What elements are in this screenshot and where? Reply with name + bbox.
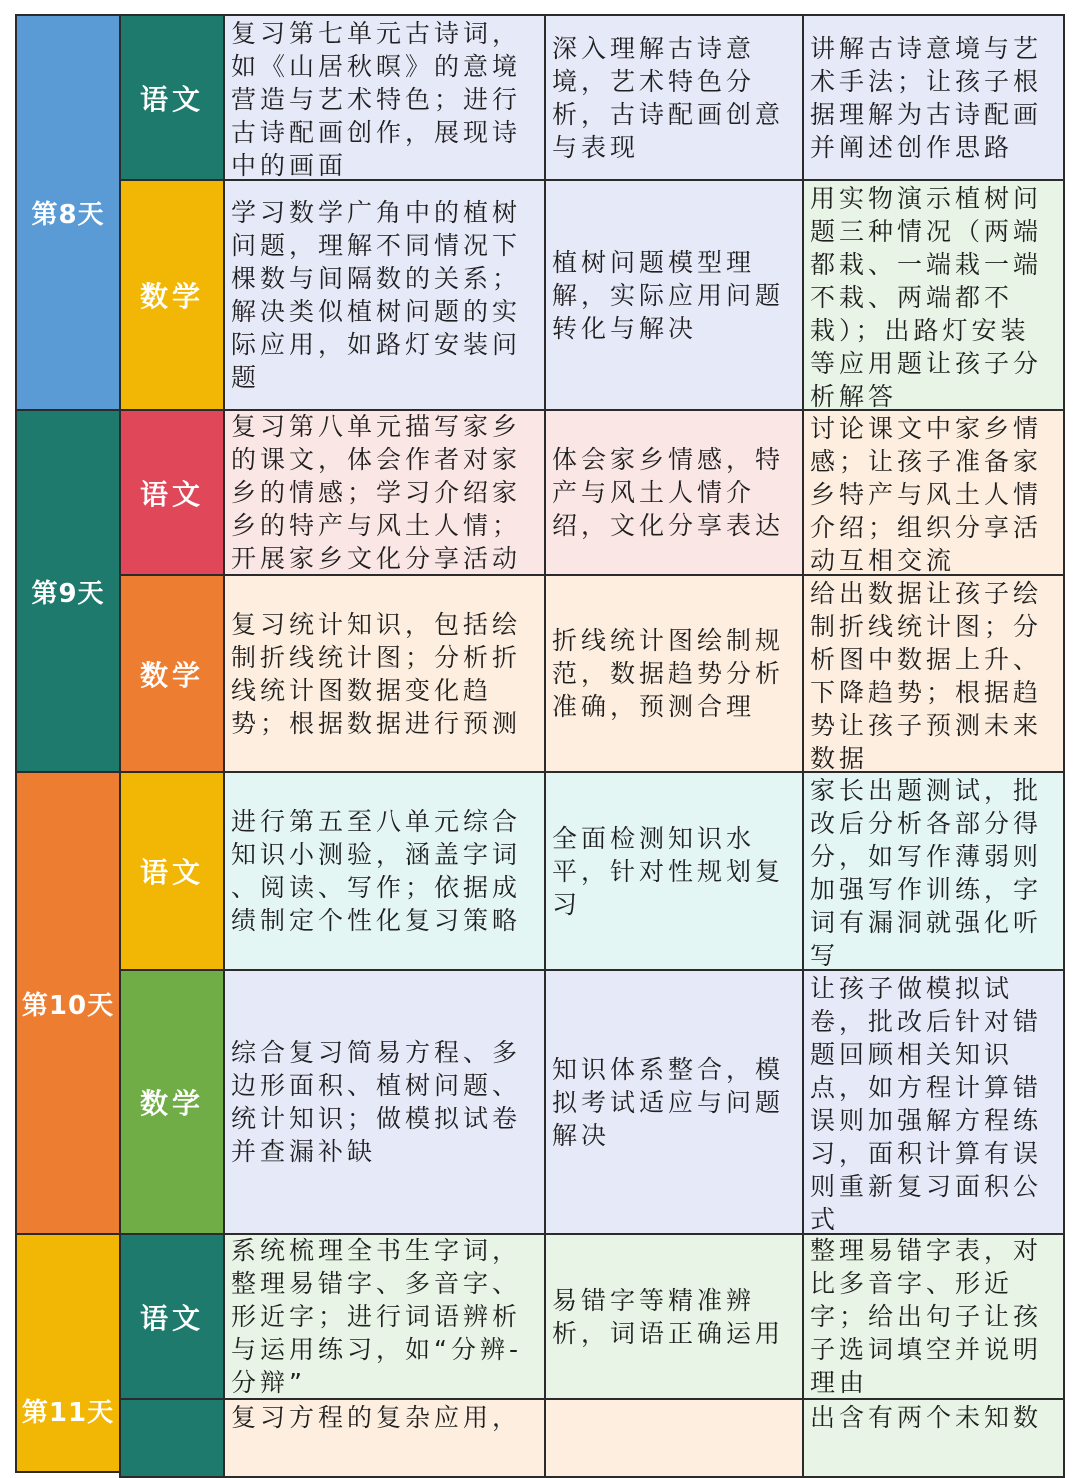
subject-cell-chinese: 语文: [119, 1233, 225, 1400]
day-cell-8: 第8天: [15, 14, 121, 411]
content-cell: 系统梳理全书生字词， 整理易错字、多音字、 形近字；进行词语辨析 与运用练习，如“分辨- 分辩”: [223, 1233, 546, 1400]
method-cell: 讲解古诗意境与艺 术手法；让孩子根 据理解为古诗配画 并阐述创作思路: [802, 14, 1065, 181]
day-cell-11: 第11天: [15, 1233, 121, 1473]
focus-cell: 易错字等精准辨 析，词语正确运用: [544, 1233, 804, 1400]
day-cell-9: 第9天: [15, 409, 121, 773]
content-cell: 复习第七单元古诗词， 如《山居秋暝》的意境 营造与艺术特色；进行 古诗配画创作，展现诗 中的画面: [223, 14, 546, 181]
content-cell: 复习统计知识，包括绘 制折线统计图；分析折 线统计图数据变化趋 势；根据数据进行预测: [223, 574, 546, 773]
focus-cell: [544, 1398, 804, 1478]
content-cell: 复习第八单元描写家乡 的课文，体会作者对家 乡的情感；学习介绍家 乡的特产与风土人情； 开展家乡文化分享活动: [223, 409, 546, 576]
subject-cell-math: [119, 1398, 225, 1478]
subject-cell-chinese: 语文: [119, 409, 225, 576]
method-cell: 整理易错字表，对 比多音字、形近 字；给出句子让孩 子选词填空并说明 理由: [802, 1233, 1065, 1400]
subject-cell-math: 数学: [119, 969, 225, 1235]
focus-cell: 体会家乡情感，特 产与风土人情介 绍，文化分享表达: [544, 409, 804, 576]
method-cell: 讨论课文中家乡情 感；让孩子准备家 乡特产与风土人情 介绍；组织分享活 动互相交流: [802, 409, 1065, 576]
subject-cell-math: 数学: [119, 574, 225, 773]
focus-cell: 深入理解古诗意 境，艺术特色分 析，古诗配画创意 与表现: [544, 14, 804, 181]
review-plan-table: [15, 14, 1065, 1454]
focus-cell: 折线统计图绘制规 范，数据趋势分析 准确，预测合理: [544, 574, 804, 773]
content-cell: 综合复习简易方程、多 边形面积、植树问题、 统计知识；做模拟试卷 并查漏补缺: [223, 969, 546, 1235]
day-cell-10: 第10天: [15, 771, 121, 1235]
focus-cell: 知识体系整合，模 拟考试适应与问题 解决: [544, 969, 804, 1235]
content-cell: 进行第五至八单元综合 知识小测验，涵盖字词 、阅读、写作；依据成 绩制定个性化复习策略: [223, 771, 546, 971]
method-cell: 给出数据让孩子绘 制折线统计图；分 析图中数据上升、 下降趋势；根据趋 势让孩子预测未来 数据: [802, 574, 1065, 773]
content-cell: 学习数学广角中的植树 问题，理解不同情况下 棵数与间隔数的关系； 解决类似植树问题的实 际应用，如路灯安装问 题: [223, 179, 546, 411]
focus-cell: 全面检测知识水 平，针对性规划复 习: [544, 771, 804, 971]
subject-cell-chinese: 语文: [119, 771, 225, 971]
method-cell: 出含有两个未知数: [802, 1398, 1065, 1478]
subject-cell-chinese: 语文: [119, 14, 225, 181]
method-cell: 用实物演示植树问 题三种情况（两端 都栽、一端栽一端 不栽、两端都不 栽）；出路灯安装 等应用题让孩子分 析解答: [802, 179, 1065, 411]
method-cell: 家长出题测试，批 改后分析各部分得 分，如写作薄弱则 加强写作训练，字 词有漏洞就强化听 写: [802, 771, 1065, 971]
focus-cell: 植树问题模型理 解，实际应用问题 转化与解决: [544, 179, 804, 411]
content-cell: 复习方程的复杂应用，: [223, 1398, 546, 1478]
subject-cell-math: 数学: [119, 179, 225, 411]
method-cell: 让孩子做模拟试 卷，批改后针对错 题回顾相关知识 点，如方程计算错 误则加强解方程练 习，面积计算有误 则重新复习面积公 式: [802, 969, 1065, 1235]
